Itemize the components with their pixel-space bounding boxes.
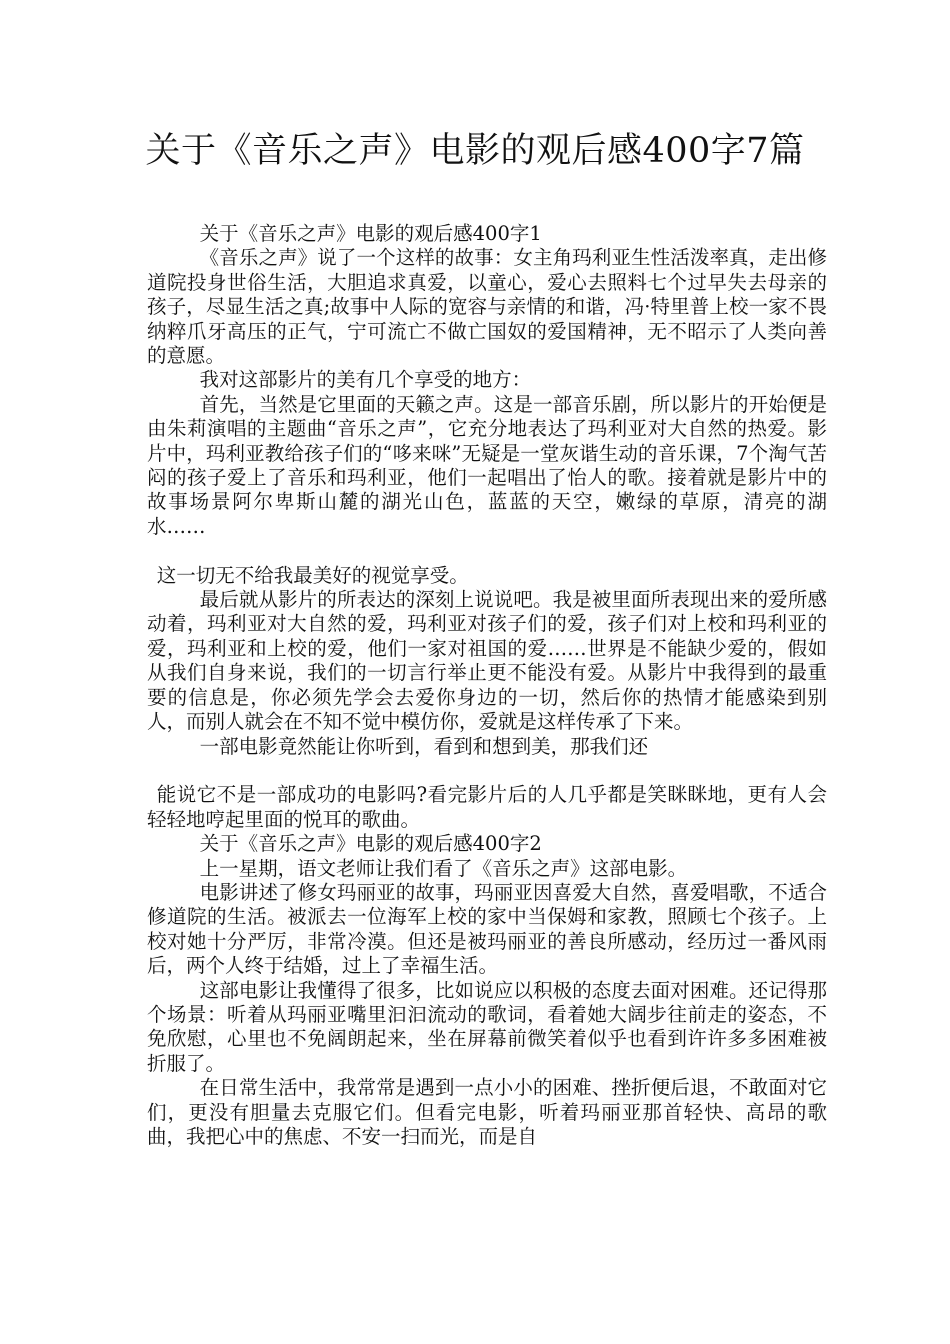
document-body: [147, 222, 827, 1149]
paragraph: 一部电影竟然能让你听到，看到和想到美，那我们还: [199, 734, 649, 758]
paragraph: 上一星期，语文老师让我们看了《音乐之声》这部电影。: [199, 856, 688, 880]
paragraph: 我对这部影片的美有几个享受的地方：: [199, 368, 532, 392]
paragraph: 《音乐之声》说了一个这样的故事：女主角玛利亚生性活泼率真，走出修道院投身世俗生活，大胆追求真爱，以童心，爱心去照料七个过早失去母亲的孩子，尽显生活之真;故事中人际的宽容与亲情的和谐，冯·特里普上校一家不畏纳粹爪牙高压的正气，宁可流亡不做亡国奴的爱国精神，无不昭示了人类向善的意愿。: [147, 246, 827, 368]
paragraph: 能说它不是一部成功的电影吗?看完影片后的人几乎都是笑眯眯地，更有人会轻轻地哼起里面的悦耳的歌曲。: [147, 783, 827, 831]
paragraph-gap: [147, 539, 827, 563]
paragraph: 在日常生活中，我常常是遇到一点小小的困难、挫折便后退，不敢面对它们，更没有胆量去克服它们。但看完电影，听着玛丽亚那首轻快、高昂的歌曲，我把心中的焦虑、不安一扫而光，而是自: [147, 1076, 827, 1148]
paragraph: 首先，当然是它里面的天籁之声。这是一部音乐剧，所以影片的开始便是由朱莉演唱的主题曲“音乐之声”，它充分地表达了玛利亚对大自然的热爱。影片中，玛利亚教给孩子们的“哆来咪”无疑是一堂灰谐生动的音乐课，7个淘气苦闷的孩子爱上了音乐和玛利亚，他们一起唱出了怡人的歌。接着就是影片中的故事场景阿尔卑斯山麓的湖光山色，蓝蓝的天空，嫩绿的草原，清亮的湖水……: [147, 392, 827, 538]
paragraph: 最后就从影片的所表达的深刻上说说吧。我是被里面所表现出来的爱所感动着，玛利亚对大自然的爱，玛利亚对孩子们的爱，孩子们对上校和玛利亚的爱，玛利亚和上校的爱，他们一家对祖国的爱……世界是不能缺少爱的，假如从我们自身来说，我们的一切言行举止更不能没有爱。从影片中我得到的最重要的信息是，你必须先学会去爱你身边的一切，然后你的热情才能感染到别人，而别人就会在不知不觉中模仿你，爱就是这样传承了下来。: [147, 588, 827, 734]
section-heading-1: 关于《音乐之声》电影的观后感400字1: [199, 222, 542, 245]
paragraph: 这部电影让我懂得了很多，比如说应以积极的态度去面对困难。还记得那个场景：听着从玛丽亚嘴里汩汩流动的歌词，看着她大阔步往前走的姿态，不免欣慰，心里也不免阔朗起来，坐在屏幕前微笑着似乎也看到许许多多困难被折服了。: [147, 978, 827, 1075]
document-title: 关于《音乐之声》电影的观后感400字7篇: [145, 131, 805, 171]
paragraph-gap: [147, 759, 827, 783]
paragraph: 这一切无不给我最美好的视觉享受。: [156, 563, 469, 587]
section-heading-2: 关于《音乐之声》电影的观后感400字2: [199, 832, 542, 856]
paragraph: 电影讲述了修女玛丽亚的故事，玛丽亚因喜爱大自然，喜爱唱歌，不适合修道院的生活。被派去一位海军上校的家中当保姆和家教，照顾七个孩子。上校对她十分严厉，非常冷漠。但还是被玛丽亚的善良所感动，经历过一番风雨后，两个人终于结婚，过上了幸福生活。: [147, 880, 827, 978]
